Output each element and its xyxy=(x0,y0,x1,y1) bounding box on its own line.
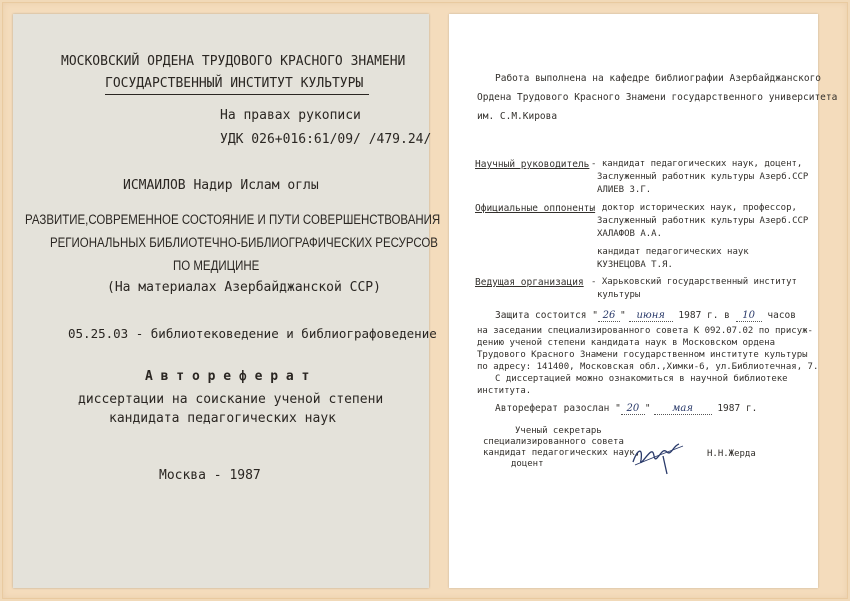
defense-month: июня xyxy=(629,310,673,322)
secretary-line-1: Ученый секретарь xyxy=(515,426,602,436)
intro-line-2: Ордена Трудового Красного Знамени государственного университета xyxy=(477,92,838,103)
opponents-label: Официальные оппоненты xyxy=(475,203,596,214)
defense-day: 26 xyxy=(598,310,620,322)
secretary-line-4: доцент xyxy=(511,459,544,469)
lead-org-line-2: культуры xyxy=(597,290,641,300)
defense-hours-word: часов xyxy=(767,310,796,321)
title-line-4: (На материалах Азербайджанской ССР) xyxy=(107,280,381,295)
sent-prefix: Автореферат разослан " xyxy=(495,403,621,414)
sent-day: 20 xyxy=(621,403,645,415)
institute-line-2: ГОСУДАРСТВЕННЫЙ ИНСТИТУТ КУЛЬТУРЫ xyxy=(105,76,364,91)
sent-month: мая xyxy=(654,403,712,415)
defense-prefix: Защита состоится " xyxy=(495,310,598,321)
intro-line-3: им. С.М.Кирова xyxy=(477,111,558,122)
supervisor-label: Научный руководитель xyxy=(475,159,590,170)
defense-line-4: Трудового Красного Знамени государственном институте культуры xyxy=(477,350,808,360)
title-line-1: РАЗВИТИЕ,СОВРЕМЕННОЕ СОСТОЯНИЕ И ПУТИ СОВЕРШЕНСТВОВАНИЯ xyxy=(25,212,441,227)
specialty: 05.25.03 - библиотековедение и библиографоведение xyxy=(68,326,437,341)
opponent-2-line-2: КУЗНЕЦОВА Т.Я. xyxy=(597,260,673,270)
opponent-1-line-1: - доктор исторических наук, профессор, xyxy=(591,203,797,213)
reverse-page xyxy=(449,14,838,588)
sent-line xyxy=(495,403,757,415)
secretary-line-3: кандидат педагогических наук, xyxy=(483,448,641,458)
abstract-heading: А в т о р е ф е р а т xyxy=(145,369,310,384)
supervisor-line-2: Заслуженный работник культуры Азерб.ССР xyxy=(597,172,809,182)
secretary-line-2: специализированного совета xyxy=(483,437,624,447)
title-line-3: ПО МЕДИЦИНЕ xyxy=(173,258,260,273)
rights-note: На правах рукописи xyxy=(220,108,361,123)
author-name: ИСМАИЛОВ Надир Ислам оглы xyxy=(123,178,319,193)
sent-year: 1987 г. xyxy=(717,403,758,414)
title-page xyxy=(13,14,441,588)
defense-year: 1987 г. в xyxy=(678,310,730,321)
title-line-2: РЕГИОНАЛЬНЫХ БИБЛИОТЕЧНО-БИБЛИОГРАФИЧЕСКИХ РЕСУРСОВ xyxy=(50,235,438,250)
opponent-1-line-2: Заслуженный работник культуры Азерб.ССР xyxy=(597,216,809,226)
library-line-1: С диссертацией можно ознакомиться в научной библиотеке xyxy=(495,374,788,384)
defense-line-5: по адресу: 141400, Московская обл.,Химки-6, ул.Библиотечная, 7. xyxy=(477,362,819,372)
lead-org-line-1: - Харьковский государственный институт xyxy=(591,277,797,287)
defense-line-3: дению ученой степени кандидата наук в Московском ордена xyxy=(477,338,776,348)
institute-line-1: МОСКОВСКИЙ ОРДЕНА ТРУДОВОГО КРАСНОГО ЗНАМЕНИ xyxy=(61,54,406,69)
institute-underline xyxy=(105,94,369,95)
dissertation-line-2: кандидата педагогических наук xyxy=(109,411,336,426)
opponent-2-line-1: кандидат педагогических наук xyxy=(597,247,749,257)
dissertation-line-1: диссертации на соискание ученой степени xyxy=(78,392,384,407)
defense-line-2: на заседании специализированного совета К 092.07.02 по присуж- xyxy=(477,326,813,336)
city-year: Москва - 1987 xyxy=(159,468,261,483)
intro-line-1: Работа выполнена на кафедре библиографии Азербайджанского xyxy=(495,73,822,84)
lead-org-label: Ведущая организация xyxy=(475,277,584,288)
secretary-signature xyxy=(627,432,697,476)
supervisor-line-3: АЛИЕВ З.Г. xyxy=(597,185,652,195)
supervisor-line-1: - кандидат педагогических наук, доцент, xyxy=(591,159,803,169)
sent-quote: " xyxy=(644,403,651,414)
defense-line-1 xyxy=(495,310,796,322)
udk-code: УДК 026+016:61/09/ /479.24/ xyxy=(220,132,432,147)
library-line-2: института. xyxy=(477,386,532,396)
opponent-1-line-3: ХАЛАФОВ А.А. xyxy=(597,229,663,239)
secretary-name: Н.Н.Жерда xyxy=(707,449,756,459)
defense-quote: " xyxy=(619,310,626,321)
defense-hour: 10 xyxy=(736,310,762,322)
